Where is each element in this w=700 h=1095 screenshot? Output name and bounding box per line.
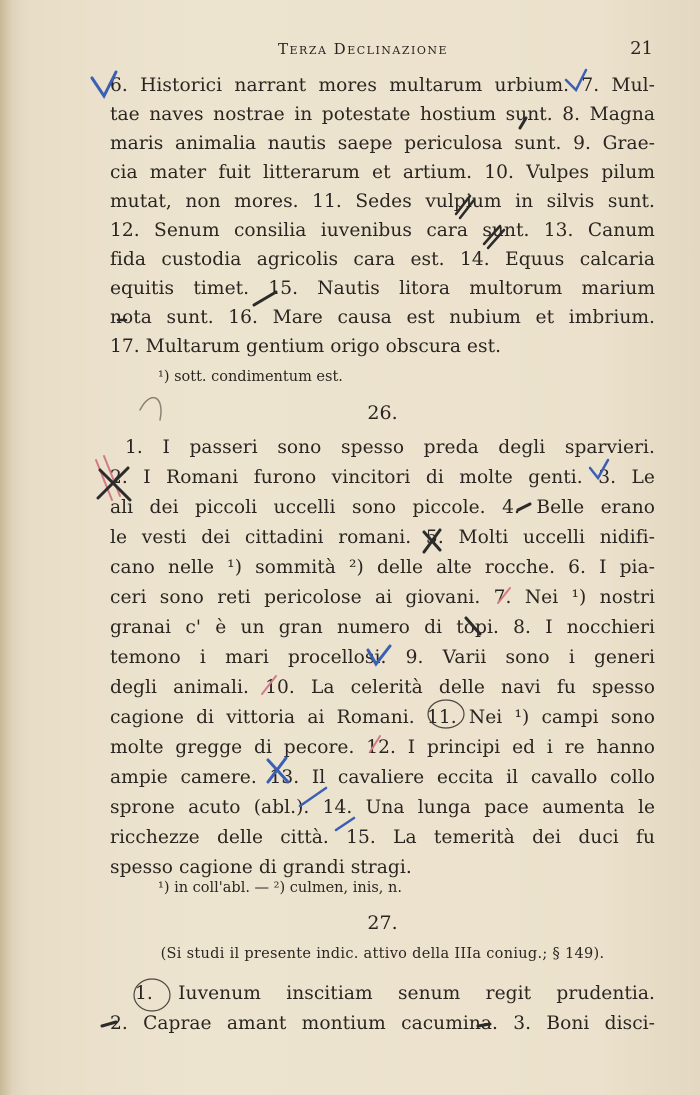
text-line: fida custodia agricolis cara est. 14. Equus calcaria	[110, 249, 655, 270]
text-line: maris animalia nautis saepe periculosa sunt. 9. Grae-	[110, 133, 655, 154]
text-line: 6. Historici narrant mores multarum urbium. 7. Mul-	[110, 75, 655, 96]
text-line: equitis timet. 15. Nautis litora multorum marium	[110, 278, 655, 299]
footnote-26: ¹) in coll'abl. — ²) culmen, inis, n.	[158, 880, 402, 896]
text-line: cagione di vittoria ai Romani. 11. Nei ¹) campi sono	[110, 707, 655, 728]
text-line: cano nelle ¹) sommità ²) delle alte rocche. 6. I pia-	[110, 557, 655, 578]
text-line: ricchezze delle città. 15. La temerità dei duci fu	[110, 827, 655, 848]
running-title: Terza Declinazione	[278, 40, 449, 58]
text-line: mutat, non mores. 11. Sedes vulpium in silvis sunt.	[110, 191, 655, 212]
text-line: ampie camere. 13. Il cavaliere eccita il cavallo collo	[110, 767, 655, 788]
text-line: granai c' è un gran numero di topi. 8. I nocchieri	[110, 617, 655, 638]
text-line: 1. Iuvenum inscitiam senum regit prudentia.	[135, 983, 655, 1004]
text-line: molte gregge di pecore. 12. I principi ed i re hanno	[110, 737, 655, 758]
section-number-27: 27.	[367, 912, 398, 934]
text-line: sprone acuto (abl.). 14. Una lunga pace aumenta le	[110, 797, 655, 818]
text-line: degli animali. 10. La celerità delle navi fu spesso	[110, 677, 655, 698]
text-line: 12. Senum consilia iuvenibus cara sunt. 13. Canum	[110, 220, 655, 241]
text-line: spesso cagione di grandi stragi.	[110, 857, 412, 878]
text-line: ceri sono reti pericolose ai giovani. 7. Nei ¹) nostri	[110, 587, 655, 608]
text-line: 17. Multarum gentium origo obscura est.	[110, 336, 502, 357]
text-line: ali dei piccoli uccelli sono piccole. 4. Belle erano	[110, 497, 655, 518]
footnote-25: ¹) sott. condimentum est.	[158, 369, 343, 385]
section-27-instruction: (Si studi il presente indic. attivo della IIIa coniug.; § 149).	[160, 946, 605, 962]
text-line: 1. I passeri sono spesso preda degli sparvieri.	[125, 437, 655, 458]
text-line: 2. Caprae amant montium cacumina. 3. Boni disci-	[110, 1013, 655, 1034]
text-line: 2. I Romani furono vincitori di molte genti. 3. Le	[110, 467, 655, 488]
text-line: le vesti dei cittadini romani. 5. Molti uccelli nidifi-	[110, 527, 655, 548]
page-number: 21	[630, 38, 653, 59]
page-header	[110, 38, 655, 62]
section-number-26: 26.	[367, 402, 398, 424]
text-line: nota sunt. 16. Mare causa est nubium et imbrium.	[110, 307, 655, 328]
text-line: tae naves nostrae in potestate hostium sunt. 8. Magna	[110, 104, 655, 125]
text-line: cia mater fuit litterarum et artium. 10. Vulpes pilum	[110, 162, 655, 183]
text-line: temono i mari procellosi. 9. Varii sono i generi	[110, 647, 655, 668]
page-gutter	[0, 0, 14, 1095]
